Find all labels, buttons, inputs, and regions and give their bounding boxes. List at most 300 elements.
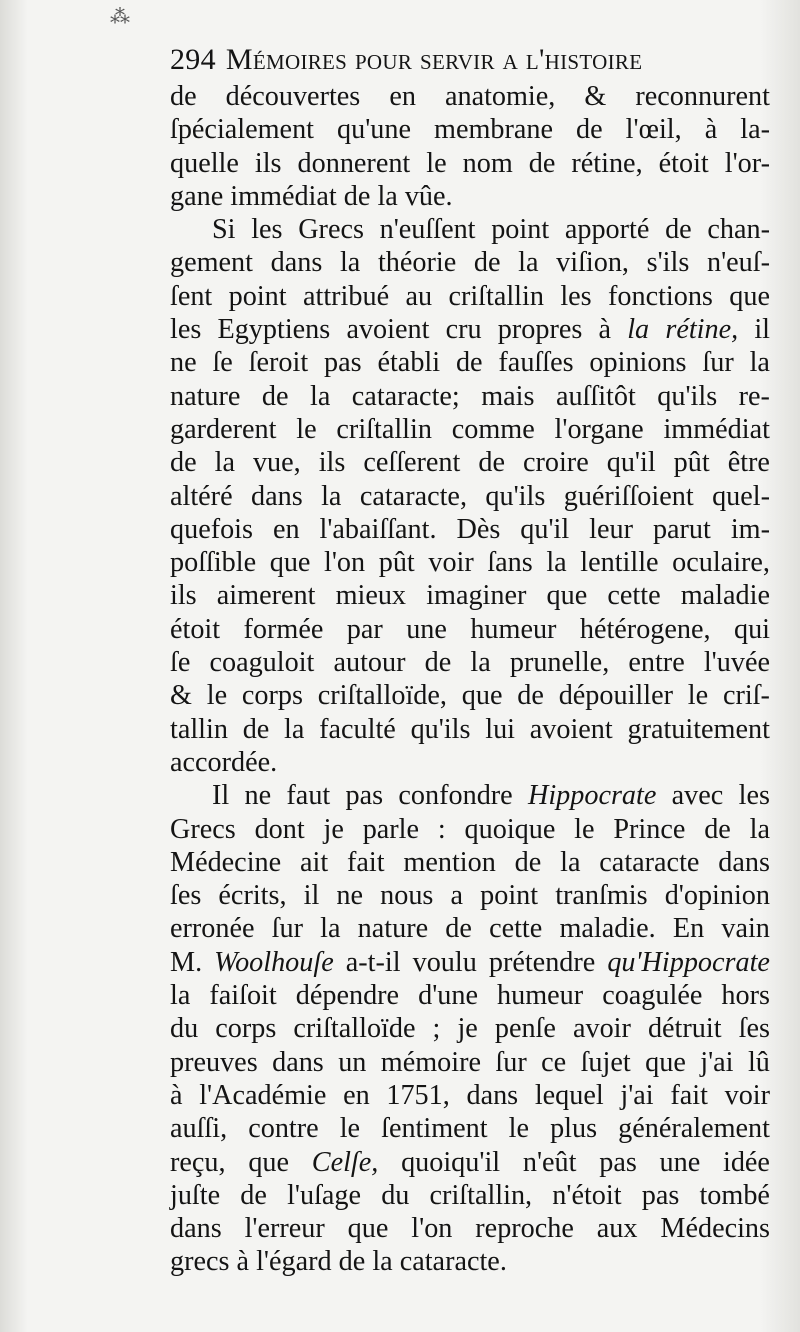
word: fauſſes [498, 347, 574, 379]
word: Dès [456, 513, 501, 545]
word: de [261, 380, 289, 412]
word: rétine, [571, 147, 643, 179]
text-line [170, 1245, 770, 1278]
word: ſent [170, 280, 213, 312]
word: de [473, 247, 501, 279]
word: lentille [580, 547, 659, 579]
word: l'uvée [703, 647, 770, 679]
word: par [346, 613, 383, 645]
text-line [170, 1179, 770, 1212]
word: les [170, 314, 202, 346]
word: qui [733, 613, 770, 645]
word: ait [299, 846, 329, 878]
word: s'ils [646, 247, 690, 279]
word: reconnurent [635, 81, 770, 112]
word: criſtallin, [429, 1179, 533, 1211]
word: erronée [170, 913, 255, 945]
word: prunelle, [509, 647, 610, 679]
word: de [576, 114, 603, 146]
word: ſujet [580, 1046, 631, 1078]
text-line [170, 446, 770, 479]
word: fonctions [608, 280, 713, 312]
word: de [478, 447, 505, 479]
text-line [170, 979, 770, 1012]
text-line [170, 546, 770, 579]
word: prétendre [488, 946, 596, 978]
word: pût [378, 547, 415, 579]
text-line [170, 113, 770, 146]
text-line [170, 513, 770, 546]
word: généralement [618, 1113, 770, 1145]
word: que [546, 580, 588, 612]
word: ſentiment [381, 1113, 488, 1145]
word: les [251, 214, 283, 246]
word: la [546, 547, 567, 579]
word: la [518, 247, 539, 279]
word: ils [254, 147, 282, 179]
word: coagulée [602, 980, 703, 1012]
word: pût [673, 447, 710, 479]
word: criſ- [722, 680, 770, 712]
word: écrits, [218, 880, 287, 912]
running-header [170, 40, 770, 80]
word: tranſmis [555, 880, 648, 912]
word: que [729, 280, 770, 312]
text-line [170, 1046, 770, 1079]
word: de [445, 913, 472, 945]
word: que [645, 1046, 686, 1078]
word: dépouiller [558, 680, 673, 712]
text-line [170, 579, 770, 612]
text-line [170, 1212, 770, 1245]
book-page [170, 40, 770, 1279]
word: le [206, 680, 228, 712]
word: cru [445, 314, 482, 346]
body-text [170, 80, 770, 1279]
word: Médecins [660, 1213, 770, 1245]
word: oculaire, [672, 547, 770, 579]
word: faiſoit [209, 980, 277, 1012]
text-line [170, 879, 770, 912]
word: la [372, 1246, 393, 1278]
word: j'ai [700, 1046, 734, 1078]
word: lui [485, 713, 515, 745]
word: propres [497, 314, 583, 346]
word: Prince [613, 813, 686, 845]
word: ſes [738, 1013, 770, 1045]
word: immédiat [663, 413, 770, 445]
word: Egyptiens [217, 314, 331, 346]
word: criſtalloïde [293, 1013, 416, 1045]
word: Il [212, 780, 230, 812]
word: je [323, 813, 344, 845]
word: les [560, 280, 592, 312]
word: dépendre [295, 980, 400, 1012]
word: détruit [647, 1013, 722, 1045]
text-line [170, 946, 770, 979]
word: maladie [680, 580, 770, 612]
word: faut [286, 780, 331, 812]
word: dont [254, 813, 305, 845]
word: Grecs [298, 214, 364, 246]
word: être [727, 447, 770, 479]
word: la [214, 447, 235, 479]
text-line [170, 779, 770, 812]
text-line [170, 1112, 770, 1145]
word: viſion, [556, 247, 629, 279]
word: pas [599, 1146, 637, 1178]
word: de [517, 680, 544, 712]
word: ſe [212, 347, 233, 379]
word: autour [333, 647, 406, 679]
word: fait [347, 846, 385, 878]
word: reçu, [170, 1146, 226, 1178]
word: M. [170, 946, 203, 978]
word: le [339, 1113, 361, 1145]
word: maladie. [559, 913, 656, 945]
word: idée [723, 1146, 770, 1178]
word: la [627, 314, 650, 346]
word: vain [721, 913, 770, 945]
text-line [170, 646, 770, 679]
word: découvertes [225, 81, 361, 112]
word: formée [243, 613, 324, 645]
word: l'on [324, 547, 366, 579]
word: attribué [302, 280, 390, 312]
text-line [170, 413, 770, 446]
word: étoit [170, 613, 221, 645]
word: de [665, 214, 692, 246]
word: auſſitôt [555, 380, 636, 412]
word: point [228, 280, 287, 312]
word: la [309, 380, 331, 412]
word: vue, [252, 447, 301, 479]
word: voulu [412, 946, 477, 978]
word: qu'ils [410, 713, 471, 745]
word: apporté [564, 214, 650, 246]
word: que [248, 1146, 290, 1178]
text-line [170, 280, 770, 313]
word: j'ai [620, 1079, 654, 1111]
word: confondre [398, 780, 513, 812]
text-line [170, 480, 770, 513]
printer-ornament-mark: ⁂ [110, 6, 130, 28]
word: ; [432, 1013, 441, 1045]
word: il [303, 880, 320, 912]
word: rétine, [665, 314, 739, 346]
text-line [170, 813, 770, 846]
text-line [170, 613, 770, 646]
word: criſtallin [448, 280, 544, 312]
word: la [339, 247, 361, 279]
word: ſpécialement [170, 114, 314, 146]
word: Celſe, [311, 1146, 379, 1178]
word: tallin [170, 713, 228, 745]
word: cataracte, [359, 480, 467, 512]
word: : [437, 813, 446, 845]
word: accordée. [170, 746, 278, 778]
text-line [170, 1146, 770, 1179]
page-number: 294 [170, 43, 216, 76]
word: nous [380, 880, 434, 912]
word: parle [362, 813, 420, 845]
word: donnerent [297, 147, 411, 179]
word: tombé [699, 1179, 770, 1211]
word: l'on [411, 1213, 453, 1245]
word: auſſi, [170, 1113, 228, 1145]
word: le [426, 147, 447, 179]
word: qu'ils [485, 480, 546, 512]
word: la [320, 913, 341, 945]
word: re- [738, 380, 770, 412]
word: l'uſage [287, 1179, 362, 1211]
word: grecs [170, 1246, 230, 1278]
word: il [754, 314, 770, 346]
word: garderent [170, 413, 277, 445]
word: en [272, 513, 300, 545]
word: de [170, 81, 197, 112]
word: gratuitement [627, 713, 770, 745]
word: la [321, 480, 342, 512]
text-line [170, 679, 770, 712]
word: Hippocrate [527, 780, 657, 812]
word: En [672, 913, 705, 945]
word: de [528, 147, 556, 179]
word: lequel [534, 1079, 604, 1111]
word: dans [170, 1213, 222, 1245]
word: n'eût [522, 1146, 577, 1178]
word: qu'il [606, 447, 656, 479]
word: d'opinion [664, 880, 770, 912]
word: ce [541, 1046, 567, 1078]
word: dans [466, 1079, 519, 1111]
text-line [170, 213, 770, 246]
text-line [170, 1012, 770, 1045]
word: a [450, 880, 464, 912]
word: mémoire [380, 1046, 481, 1078]
word: ſur [495, 1046, 527, 1078]
word: dans [270, 247, 323, 279]
word: fait [670, 1079, 708, 1111]
text-line [170, 180, 770, 213]
word: un [338, 1046, 367, 1078]
word: ne [336, 880, 364, 912]
word: la [749, 347, 770, 379]
word: l'Académie [199, 1079, 327, 1111]
word: hétérogene, [579, 613, 711, 645]
page-gutter-shadow [0, 0, 28, 1332]
word: cataracte [599, 846, 700, 878]
word: une [659, 1146, 701, 1178]
word: avoient [529, 713, 613, 745]
word: l'égard [256, 1246, 332, 1278]
word: le [296, 413, 317, 445]
word: du [170, 1013, 199, 1045]
word: dans [251, 480, 303, 512]
word: cette [489, 913, 543, 945]
word: point [480, 880, 539, 912]
word: la- [740, 114, 770, 146]
word: chan- [707, 214, 770, 246]
word: la [284, 713, 305, 745]
word: à [704, 114, 718, 146]
word: vûe. [404, 180, 453, 212]
word: Woolhouſe [214, 946, 334, 978]
word: avoient [346, 314, 430, 346]
word: en [343, 1079, 370, 1111]
word: de [170, 447, 197, 479]
word: qu'une [337, 114, 411, 146]
word: humeur [470, 613, 557, 645]
running-title: Mémoires pour servir a l'histoire [225, 43, 643, 76]
word: cataracte. [399, 1246, 507, 1278]
text-line [170, 1079, 770, 1112]
word: à [170, 1079, 183, 1111]
word: la [560, 846, 581, 878]
word: criſtalloïde, [317, 680, 447, 712]
text-line [170, 313, 770, 346]
word: le [508, 1113, 529, 1145]
word: pas [324, 347, 362, 379]
word: que [461, 680, 503, 712]
word: l'œil, [625, 114, 682, 146]
word: mention [403, 846, 496, 878]
text-line [170, 846, 770, 879]
word: de [338, 1246, 366, 1278]
word: altéré [170, 480, 233, 512]
word: de [704, 813, 731, 845]
word: juſte [170, 1179, 221, 1211]
word: voir [724, 1079, 770, 1111]
word: membrane [434, 114, 553, 146]
word: anatomie, [444, 81, 556, 112]
word: penſe [494, 1013, 556, 1045]
word: quel- [712, 480, 770, 512]
word: croire [522, 447, 589, 479]
word: avec [671, 780, 724, 812]
word: à [598, 314, 612, 346]
word: à [236, 1246, 250, 1278]
word: 1751, [386, 1079, 450, 1111]
word: coaguloit [209, 647, 315, 679]
word: n'euſſent [379, 214, 476, 246]
word: faculté [319, 713, 396, 745]
word: aux [596, 1213, 638, 1245]
word: l'organe [554, 413, 644, 445]
word: la [749, 813, 770, 845]
word: opinions [589, 347, 687, 379]
word: une [406, 613, 447, 645]
word: l'erreur [244, 1213, 325, 1245]
word: Médecine [170, 846, 282, 878]
word: je [457, 1013, 478, 1045]
word: corps [241, 680, 303, 712]
word: entre [628, 647, 685, 679]
word: de [343, 180, 371, 212]
word: hors [721, 980, 770, 1012]
word: que [347, 1213, 389, 1245]
word: le [574, 813, 595, 845]
word: nature [170, 380, 241, 412]
word: immédiat [230, 180, 337, 212]
word: mieux [335, 580, 407, 612]
word: en [389, 81, 416, 112]
word: avoir [572, 1013, 631, 1045]
word: que [269, 547, 311, 579]
word: dans [718, 846, 770, 878]
word: ſe [170, 647, 191, 679]
word: qu'il [520, 513, 570, 545]
word: les [738, 780, 770, 812]
word: nom [462, 147, 513, 179]
word: n'euſ- [706, 247, 770, 279]
word: d'une [418, 980, 478, 1012]
word: au [405, 280, 433, 312]
word: reproche [475, 1213, 574, 1245]
word: quefois [170, 513, 253, 545]
word: contre [248, 1113, 319, 1145]
word: preuves [170, 1046, 258, 1078]
word: point [491, 214, 550, 246]
word: poſſible [170, 547, 257, 579]
word: étoit [658, 147, 709, 179]
word: lû [747, 1046, 770, 1078]
word: humeur [497, 980, 584, 1012]
word: guériſſoient [563, 480, 694, 512]
word: ſeroit [248, 347, 309, 379]
word: de [240, 1179, 267, 1211]
word: pas [345, 780, 384, 812]
word: aimerent [216, 580, 316, 612]
word: ils [318, 447, 346, 479]
word: im- [730, 513, 770, 545]
word: quoique [464, 813, 556, 845]
text-line [170, 80, 770, 113]
word: l'abaiſſant. [319, 513, 437, 545]
word: ceſſerent [363, 447, 461, 479]
word: dans [272, 1046, 324, 1078]
word: de [455, 347, 483, 379]
word: voir [428, 547, 474, 579]
word: la [170, 980, 191, 1012]
word: quelle [170, 147, 239, 179]
word: la [470, 647, 491, 679]
word: Grecs [170, 813, 236, 845]
text-line [170, 346, 770, 379]
word: mais [481, 380, 535, 412]
word: corps [215, 1013, 277, 1045]
word: & [584, 81, 607, 112]
text-line [170, 912, 770, 945]
word: & [170, 680, 192, 712]
word: le [687, 680, 709, 712]
word: ſans [487, 547, 533, 579]
word: de [242, 713, 270, 745]
word: la [377, 180, 398, 212]
word: ſes [170, 880, 202, 912]
word: nature [357, 913, 429, 945]
word: l'or- [724, 147, 770, 179]
word: ne [244, 780, 272, 812]
word: qu'Hippocrate [607, 946, 770, 978]
text-line [170, 713, 770, 746]
text-line [170, 380, 770, 413]
word: établi [377, 347, 441, 379]
word: imaginer [426, 580, 527, 612]
word: comme [451, 413, 535, 445]
word: pas [641, 1179, 680, 1211]
word: ils [170, 580, 197, 612]
